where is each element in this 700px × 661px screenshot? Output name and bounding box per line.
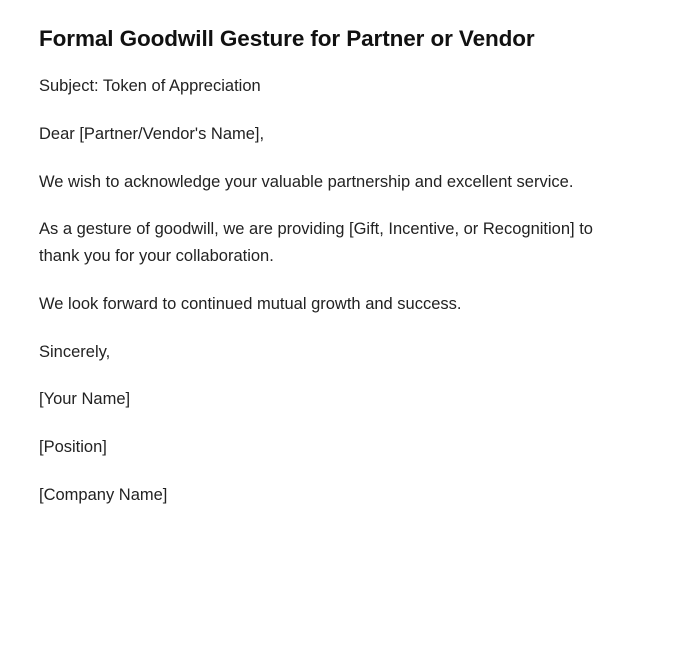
signature-name: [Your Name] — [39, 390, 131, 409]
signature-company: [Company Name] — [39, 485, 168, 504]
page-title: Formal Goodwill Gesture for Partner or Vendor — [39, 26, 535, 51]
signature-position: [Position] — [39, 438, 107, 456]
subject-line: Subject: Token of Appreciation — [39, 77, 261, 96]
body-paragraph-3: We look forward to continued mutual growth and success. — [39, 294, 462, 313]
closing: Sincerely, — [39, 342, 111, 361]
body-paragraph-2: As a gesture of goodwill, we are providing [Gift, Incentive, or Recognition] to thank you for your collaboration. — [39, 220, 593, 266]
salutation: Dear [Partner/Vendor's Name], — [39, 124, 265, 143]
body-paragraph-1: We wish to acknowledge your valuable partnership and excellent service. — [39, 172, 574, 191]
